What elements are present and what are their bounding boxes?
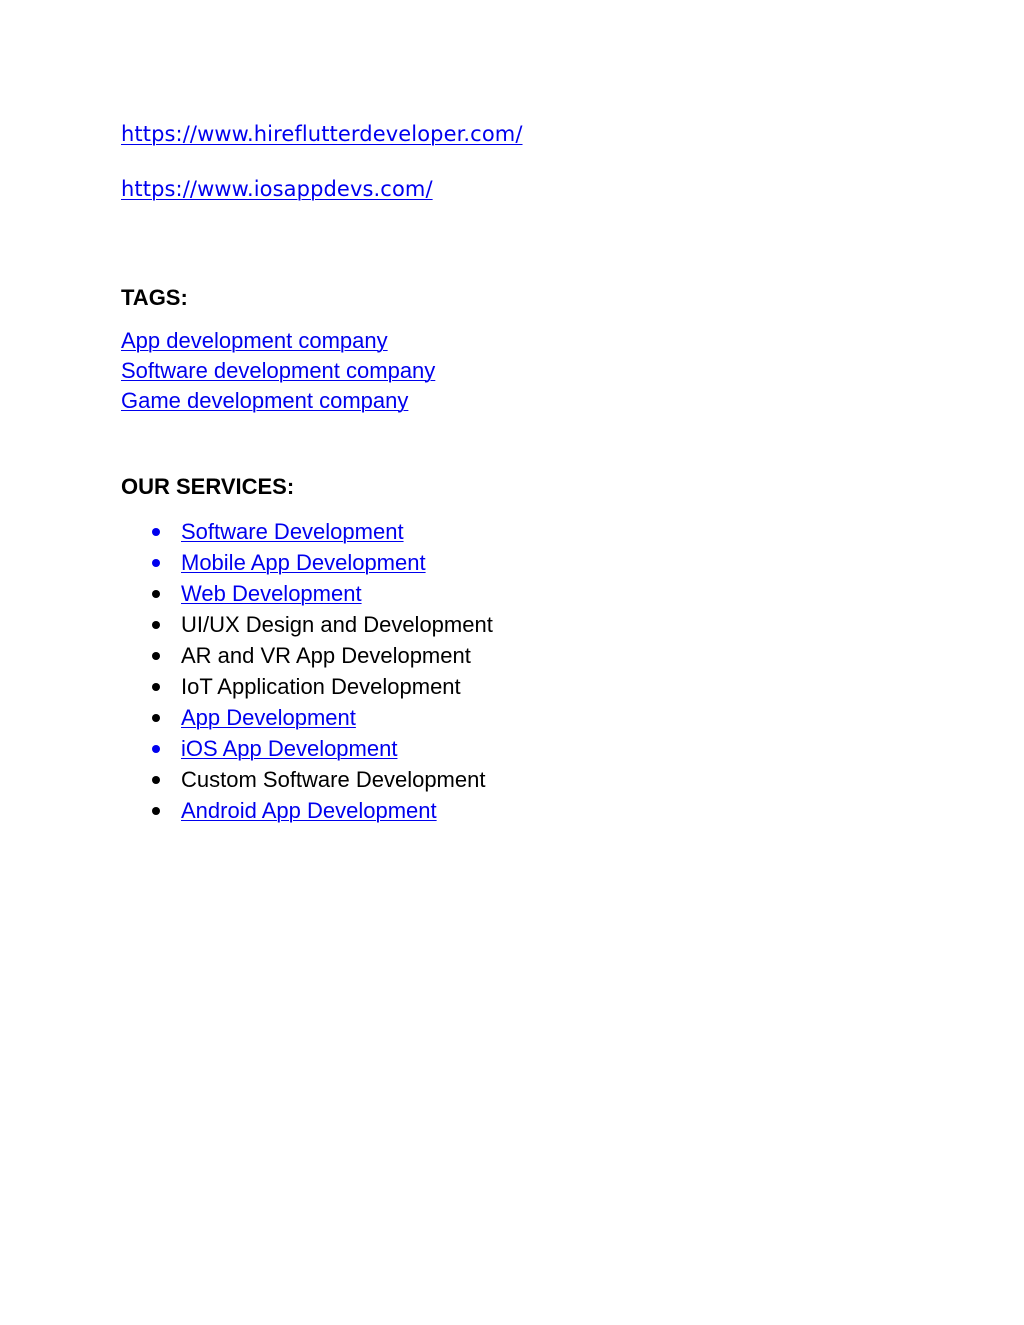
bullet-icon xyxy=(152,683,160,691)
hireflutterdeveloper-link[interactable]: https://www.hireflutterdeveloper.com/ xyxy=(121,122,523,146)
service-item xyxy=(150,764,493,795)
tag-link-software-development-company[interactable]: Software development company xyxy=(121,358,436,383)
bullet-icon xyxy=(152,652,160,660)
bullet-icon xyxy=(152,714,160,722)
services-heading: OUR SERVICES: xyxy=(121,474,295,499)
service-item xyxy=(150,516,493,547)
tag-link-app-development-company[interactable]: App development company xyxy=(121,328,388,353)
tags-list xyxy=(121,326,435,416)
bullet-icon xyxy=(152,807,160,815)
service-item xyxy=(150,733,493,764)
bullet-icon xyxy=(152,745,160,753)
bullet-icon xyxy=(152,559,160,567)
service-link-software-development[interactable]: Software Development xyxy=(181,519,404,544)
bullet-icon xyxy=(152,590,160,598)
tags-heading: TAGS: xyxy=(121,285,188,310)
bullet-icon xyxy=(152,528,160,536)
tag-item xyxy=(121,386,435,416)
service-link-ios-app-development[interactable]: iOS App Development xyxy=(181,736,398,761)
service-item xyxy=(150,640,493,671)
service-item xyxy=(150,609,493,640)
tag-item xyxy=(121,326,435,356)
service-text-iot-application-development: IoT Application Development xyxy=(181,674,461,699)
service-item xyxy=(150,671,493,702)
services-list xyxy=(150,516,493,826)
service-item xyxy=(150,578,493,609)
service-text-ar-vr-app-development: AR and VR App Development xyxy=(181,643,471,668)
service-link-web-development[interactable]: Web Development xyxy=(181,581,362,606)
service-item xyxy=(150,795,493,826)
bullet-icon xyxy=(152,621,160,629)
tag-link-game-development-company[interactable]: Game development company xyxy=(121,388,409,413)
bullet-icon xyxy=(152,776,160,784)
tag-item xyxy=(121,356,435,386)
service-text-ui-ux-design: UI/UX Design and Development xyxy=(181,612,493,637)
iosappdevs-link[interactable]: https://www.iosappdevs.com/ xyxy=(121,177,433,201)
service-text-custom-software-development: Custom Software Development xyxy=(181,767,486,792)
service-item xyxy=(150,547,493,578)
service-link-mobile-app-development[interactable]: Mobile App Development xyxy=(181,550,426,575)
service-link-android-app-development[interactable]: Android App Development xyxy=(181,798,437,823)
service-link-app-development[interactable]: App Development xyxy=(181,705,356,730)
service-item xyxy=(150,702,493,733)
